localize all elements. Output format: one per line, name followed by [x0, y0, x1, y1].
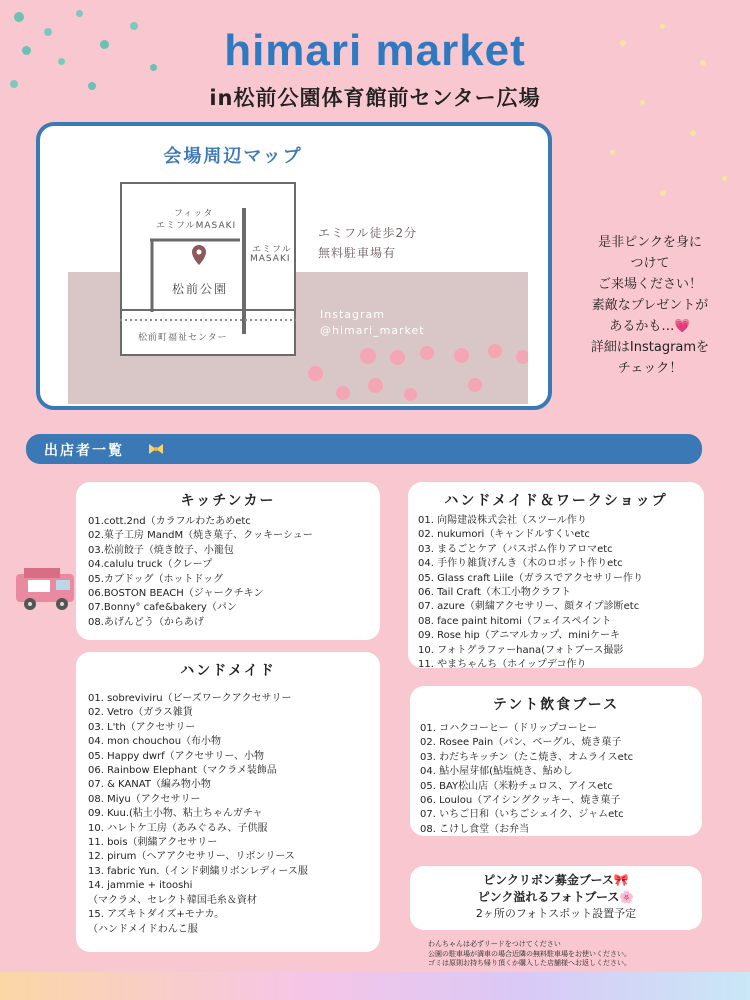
list-item: 07.Bonny° cafe&bakery（パン: [88, 602, 237, 614]
instagram-handle[interactable]: @himari_market: [320, 324, 425, 337]
list-item: 07. いちご日和（いちごシェイク、ジャムetc: [420, 809, 624, 821]
list-item: 12. pirum（ヘアアクセサリー、リボンリース: [88, 851, 295, 863]
footer-note-line: 公園の駐車場が満車の場合近隣の無料駐車場をお使いください。: [428, 949, 631, 958]
side-note-line: 是非ピンクを身に: [598, 235, 702, 250]
section-title: 出店者一覧: [44, 443, 124, 459]
map-walk-info: エミフル徒歩2分: [318, 226, 418, 240]
list-item: 08.あげんどう（からあげ: [88, 616, 204, 628]
workshop-title: ハンドメイド＆ワークショップ: [444, 493, 668, 509]
footer-note-line: わんちゃんは必ずリードをつけてください: [428, 940, 561, 948]
list-item: 01. コハクコーヒー（ドリップコーヒー: [420, 723, 598, 734]
list-item: 04.calulu truck（クレープ: [88, 559, 213, 571]
pink-ribbon-booth: ピンクリボン募金ブース🎀: [483, 873, 629, 887]
section-header-vendors: [26, 434, 702, 464]
list-item: 05. Glass craft Liile（ガラスでアクセサリー作り: [418, 572, 643, 584]
side-note-line: 素敵なプレゼントが: [591, 298, 709, 313]
list-item: 05.カブドッグ（ホットドッグ: [88, 573, 224, 585]
map-label-welfare: 松前町福祉センター: [138, 333, 228, 343]
side-note-line: ご来場ください！: [597, 277, 702, 292]
map-label-masaki-side: MASAKI: [250, 254, 291, 264]
map-label-fitta: フィッタ: [174, 209, 214, 219]
list-item: 02. Rosee Pain（パン、ベーグル、焼き菓子: [420, 737, 622, 749]
list-item: 03.松前餃子（焼き餃子、小籠包: [88, 544, 234, 556]
list-item: 04. 手作り雑貨げんき（木のロボット作りetc: [418, 558, 623, 570]
map-label-emifull: エミフルMASAKI: [156, 221, 237, 231]
pink-booth-card: [410, 866, 702, 930]
page-subtitle: in松前公園体育館前センター広場: [209, 86, 541, 110]
list-item: 07. azure（刺繍アクセサリー、顔タイプ診断etc: [418, 601, 640, 613]
instagram-label: Instagram: [320, 308, 385, 321]
list-item: 05. Happy dwrf（アクセサリー、小物: [88, 750, 264, 762]
side-note: [570, 232, 730, 379]
kitchen-car-list: [88, 515, 368, 630]
list-item: 02.菓子工房 MandM（焼き菓子、クッキーシュー: [88, 530, 313, 542]
list-item: 04. mon chouchou（布小物: [88, 736, 222, 748]
photo-spot-note: 2ヶ所のフォトスポット設置予定: [475, 907, 637, 920]
list-item: 03. まるごとケア（バスボム作りアロマetc: [418, 543, 613, 555]
list-item: 06. Loulou（アイシングクッキー、焼き菓子: [420, 795, 621, 807]
list-item: （マクラメ、セレクト韓国毛糸＆資材: [88, 894, 257, 906]
handmade-list: [88, 692, 368, 937]
list-item: 03. L'th（アクセサリー: [88, 721, 196, 733]
venue-map: [36, 122, 552, 410]
list-item: 11. やまちゃんち（ホイップデコ作り: [418, 659, 587, 671]
list-item: 09. Rose hip（アニマルカップ、miniケーキ: [418, 630, 620, 642]
list-item: 01. 向陽建設株式会社（スツール作り: [418, 515, 587, 526]
list-item: 14. jammie + itooshi: [88, 880, 193, 892]
list-item: 11. bois（刺繍アクセサリー: [88, 837, 218, 849]
list-item: 04. 鮎小屋芽郁(鮎塩焼き、鮎めし: [420, 766, 573, 778]
side-note-line: チェック！: [617, 361, 683, 376]
list-item: 06.BOSTON BEACH（ジャークチキン: [88, 588, 264, 600]
kitchen-car-title: キッチンカー: [180, 493, 276, 509]
kitchen-car-card: [76, 482, 380, 640]
tent-food-list: [420, 722, 692, 837]
list-item: 10. ハレトケ工房（あみぐるみ、子供服: [88, 822, 268, 834]
list-item: 08. face paint hitomi（フェイスペイント: [418, 615, 612, 627]
workshop-list: [418, 514, 694, 672]
list-item: 06. Tail Craft（木工小物クラフト: [418, 587, 571, 599]
list-item: 02. nukumori（キャンドルすくいetc: [418, 529, 590, 541]
list-item: 07. & KANAT（編み物小物: [88, 779, 211, 791]
map-label-emifull-side: エミフル: [252, 245, 292, 255]
list-item: 02. Vetro（ガラス雑貨: [88, 707, 193, 719]
bow-icon: [148, 442, 164, 456]
bottom-gradient-bar: [0, 972, 750, 1000]
list-item: 15. アズキトダイズ+モナカ。: [88, 909, 225, 921]
list-item: （ハンドメイドわんこ服: [88, 923, 198, 935]
map-parking-info: 無料駐車場有: [318, 246, 397, 260]
footer-note-line: ゴミは原則お持ち帰り頂くか購入した店舗様へお返しください。: [428, 959, 631, 967]
tent-food-title: テント飲食ブース: [492, 697, 620, 713]
side-note-line: つけて: [630, 256, 670, 271]
list-item: 01. sobreviviru（ビーズワークアクセサリー: [88, 693, 292, 704]
side-note-line: 詳細はInstagramを: [590, 340, 710, 355]
map-canvas: [68, 132, 528, 404]
list-item: 08. こけし食堂（お弁当: [420, 823, 530, 835]
page-title: himari market: [224, 26, 526, 75]
pink-photo-booth: ピンク溢れるフォトブース🌸: [477, 890, 635, 904]
workshop-card: [408, 482, 704, 671]
tent-food-card: [410, 686, 702, 836]
list-item: 05. BAY松山店（米粉チュロス、アイスetc: [420, 780, 613, 792]
list-item: 03. わだちキッチン（たこ焼き、オムライスetc: [420, 751, 634, 763]
map-title: 会場周辺マップ: [163, 146, 303, 167]
handmade-card: [76, 652, 380, 952]
list-item: 06. Rainbow Elephant（マクラメ装飾品: [88, 765, 277, 777]
map-pin-icon: [192, 245, 206, 265]
footer-note: [428, 940, 698, 969]
food-truck-icon: [14, 560, 84, 614]
list-item: 09. Kuu.(粘土小物、粘土ちゃんガチャ: [88, 808, 263, 820]
list-item: 10. フォトグラファーhana(フォトブース撮影: [418, 644, 624, 656]
list-item: 01.cott.2nd（カラフルわたあめetc: [88, 516, 251, 527]
map-label-park: 松前公園: [172, 282, 229, 296]
map-diagram: [120, 182, 296, 356]
list-item: 13. fabric Yun.（インド刺繍リボンレディース服: [88, 865, 308, 877]
list-item: 08. Miyu（アクセサリー: [88, 793, 201, 805]
side-note-line: あるかも…💗: [609, 319, 691, 334]
handmade-title: ハンドメイド: [180, 663, 276, 679]
